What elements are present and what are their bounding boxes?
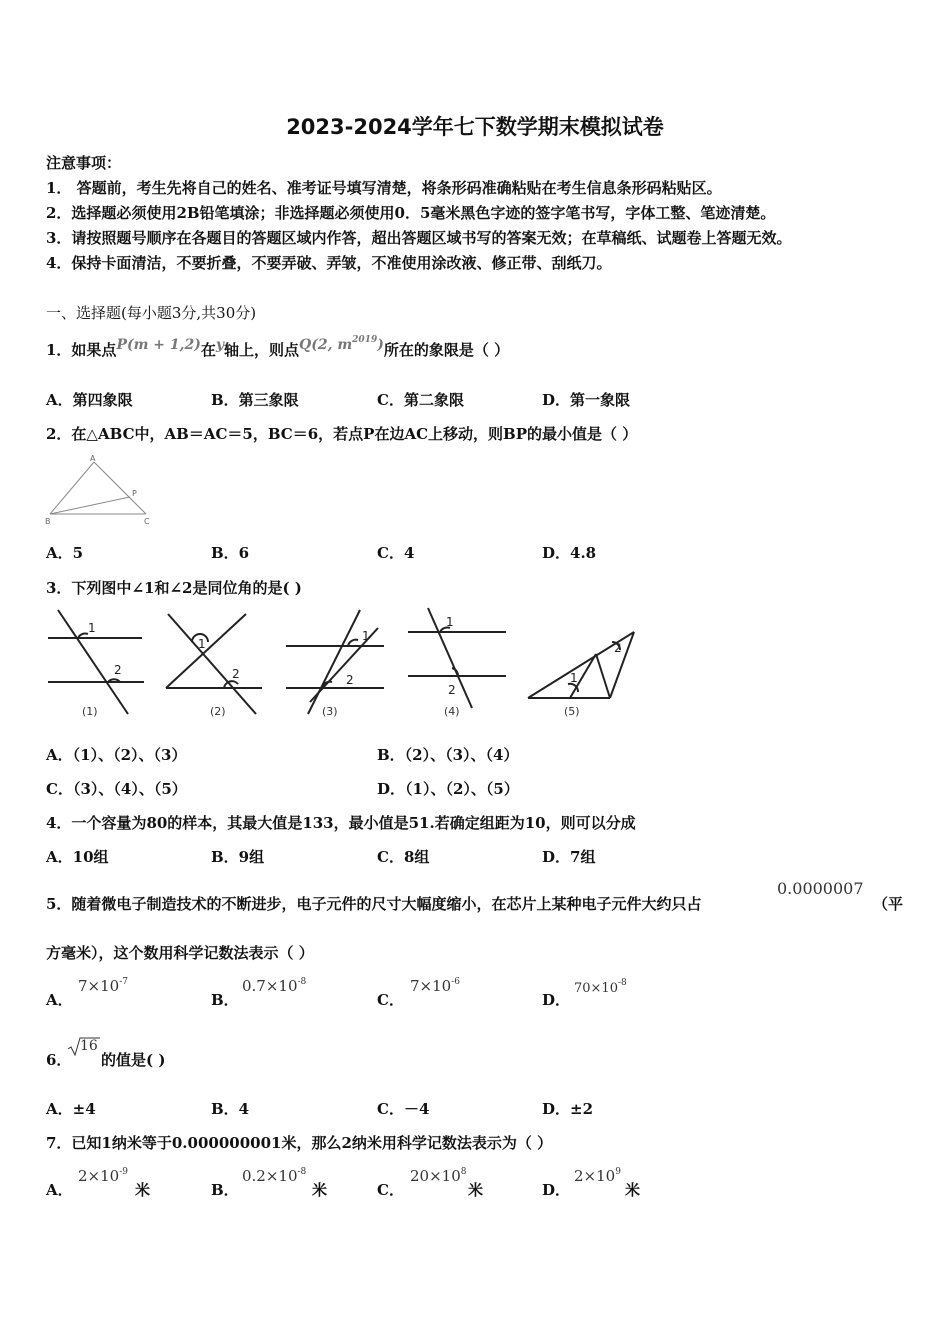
q7-option-b-letter[interactable]: B． [211,1181,239,1199]
q5-value: 0.0000007 [777,879,864,898]
q1-axis-y: y [215,337,225,353]
q5-c-base: 7×10 [410,977,452,995]
q1-point-q [299,337,384,353]
q1-option-a[interactable]: A．第四象限 [46,391,133,409]
q1-point-p: P(m + 1,2) [116,337,201,353]
fig-caption-5: (5) [564,705,580,718]
q2-option-a[interactable]: A．5 [46,544,84,562]
q7-option-a-letter[interactable]: A． [46,1181,73,1199]
q5-option-d-value [574,978,627,996]
q7-option-b-unit: 米 [312,1181,328,1199]
notice-item-4: 4．保持卡面清洁，不要折叠，不要弄破、弄皱，不准使用涂改液、修正带、刮纸刀。 [46,254,612,272]
q5-a-exp: -7 [119,977,128,987]
q5-option-d-letter: D． [542,991,571,1009]
q1-option-b[interactable]: B．第三象限 [211,391,299,409]
q2-stem: 2．在△ABC中，AB＝AC＝5，BC＝6，若点P在边AC上移动，则BP的最小值是（ ） [46,425,638,443]
fig4-angle-1: 1 [446,615,454,629]
q7-b-base: 0.2×10 [242,1167,298,1185]
notice-heading: 注意事项： [46,154,122,172]
q3-option-d[interactable]: D．（1）、（2）、（5） [377,780,519,798]
q5-b-base: 0.7×10 [242,977,298,995]
q5-b-exp: -8 [297,977,307,987]
q2-triangle-figure [44,452,158,528]
q2-option-d[interactable]: D．4.8 [542,544,597,562]
q7-b-exp: -8 [297,1167,307,1177]
q5-option-b[interactable] [211,989,239,1010]
q4-option-c[interactable]: C．8组 [377,848,430,866]
q5-stem-2: 方毫米），这个数用科学记数法表示（ ） [46,944,314,962]
q5-d-exp: -8 [617,978,627,988]
q6-radicand: 16 [80,1038,98,1054]
notice-item-3: 3．请按照题号顺序在各题目的答题区域内作答，超出答题区域书写的答案无效；在草稿纸、试题卷上答题无效。 [46,229,792,247]
fig5-angle-2: 2 [614,641,622,655]
q7-option-d-value [574,1167,621,1185]
q3-option-c[interactable]: C．（3）、（4）、（5） [46,780,187,798]
fig2-angle-1: 1 [198,637,206,651]
q1-q-base: Q(2, m [299,337,353,353]
fig-caption-4: (4) [444,705,460,718]
q5-a-base: 7×10 [78,977,120,995]
q7-a-base: 2×10 [78,1167,120,1185]
q5-option-a-value [78,977,128,995]
q6-option-b[interactable]: B．4 [211,1100,250,1118]
q3-option-a[interactable]: A．（1）、（2）、（3） [46,746,187,764]
q7-stem: 7．已知1纳米等于0.000000001米，那么2纳米用科学记数法表示为（ ） [46,1134,553,1152]
q2-option-b[interactable]: B．6 [211,544,250,562]
q7-option-c-letter[interactable]: C． [377,1181,404,1199]
q1-mid2: 轴上，则点 [224,341,300,359]
q1-option-c[interactable]: C．第二象限 [377,391,464,409]
q3-option-b[interactable]: B．（2）、（3）、（4） [377,746,519,764]
fig3-angle-1: 1 [362,629,370,643]
q6-option-d[interactable]: D．±2 [542,1100,594,1118]
q5-option-b-letter: B． [211,991,239,1009]
q2-option-c[interactable]: C．4 [377,544,415,562]
q4-stem: 4．一个容量为80的样本，其最大值是133，最小值是51.若确定组距为10，则可以分成 [46,814,636,832]
fig3-angle-2: 2 [346,673,354,687]
q3-angle-figures [40,602,650,722]
fig1-angle-1: 1 [88,621,96,635]
q4-option-a[interactable]: A．10组 [46,848,109,866]
q5-option-a-letter: A． [46,991,73,1009]
q1-q-close: ) [377,337,384,353]
fig5-angle-1: 1 [570,671,578,685]
q7-d-base: 2×10 [574,1167,616,1185]
q7-option-b-value [242,1167,306,1185]
q5-option-c-value [410,977,460,995]
q5-d-base: 70×10 [574,981,618,996]
q1-option-d[interactable]: D．第一象限 [542,391,631,409]
q6-option-a[interactable]: A．±4 [46,1100,96,1118]
q5-option-c-letter: C． [377,991,404,1009]
q7-option-d-letter[interactable]: D． [542,1181,571,1199]
q6-pre: 6． [46,1051,72,1069]
q7-c-base: 20×10 [410,1167,461,1185]
q1-post: 所在的象限是（ ） [383,341,510,359]
q5-option-d[interactable] [542,989,570,1010]
q2-label-a: A [90,454,96,463]
q5-option-a[interactable] [46,989,73,1010]
fig-caption-3: (3) [322,705,338,718]
q2-label-c: C [144,517,150,526]
q5-stem: 5．随着微电子制造技术的不断进步，电子元件的尺寸大幅度缩小，在芯片上某种电子元件大约只占 [46,895,702,913]
fig2-angle-2: 2 [232,667,240,681]
q1-pre: 1．如果点 [46,341,117,359]
notice-item-2: 2．选择题必须使用2B铅笔填涂；非选择题必须使用0．5毫米黑色字迹的签字笔书写，字体工整、笔迹清楚。 [46,204,776,222]
q4-option-d[interactable]: D．7组 [542,848,596,866]
q7-option-c-unit: 米 [468,1181,484,1199]
q7-c-exp: 8 [460,1167,467,1177]
q2-label-b: B [45,517,51,526]
q7-option-d-unit: 米 [625,1181,641,1199]
fig-caption-1: (1) [82,705,98,718]
q1-q-exp: 2019 [352,335,378,345]
q5-option-c[interactable] [377,989,404,1010]
fig1-angle-2: 2 [114,663,122,677]
q7-option-a-unit: 米 [135,1181,151,1199]
q7-d-exp: 9 [615,1167,621,1177]
q1-mid1: 在 [200,341,216,359]
q6-option-c[interactable]: C．－4 [377,1100,430,1118]
q2-label-p: P [132,489,137,498]
q1-stem [46,335,510,360]
q7-option-a-value [78,1167,128,1185]
section-heading: 一、选择题(每小题3分,共30分) [46,304,257,322]
q4-option-b[interactable]: B．9组 [211,848,265,866]
fig4-angle-2: 2 [448,683,456,697]
q5-option-b-value [242,977,306,995]
q5-c-exp: -6 [451,977,460,987]
q5-unit-open: （平 [873,895,904,913]
q6-post: 的值是( ) [101,1051,166,1069]
q7-option-c-value [410,1167,466,1185]
q3-stem: 3．下列图中∠1和∠2是同位角的是( ) [46,579,302,597]
page-title: 2023-2024学年七下数学期末模拟试卷 [286,115,664,139]
q7-a-exp: -9 [119,1167,128,1177]
fig-caption-2: (2) [210,705,226,718]
notice-item-1: 1． 答题前，考生先将自己的姓名、准考证号填写清楚，将条形码准确粘贴在考生信息条形码粘贴区。 [46,179,722,197]
